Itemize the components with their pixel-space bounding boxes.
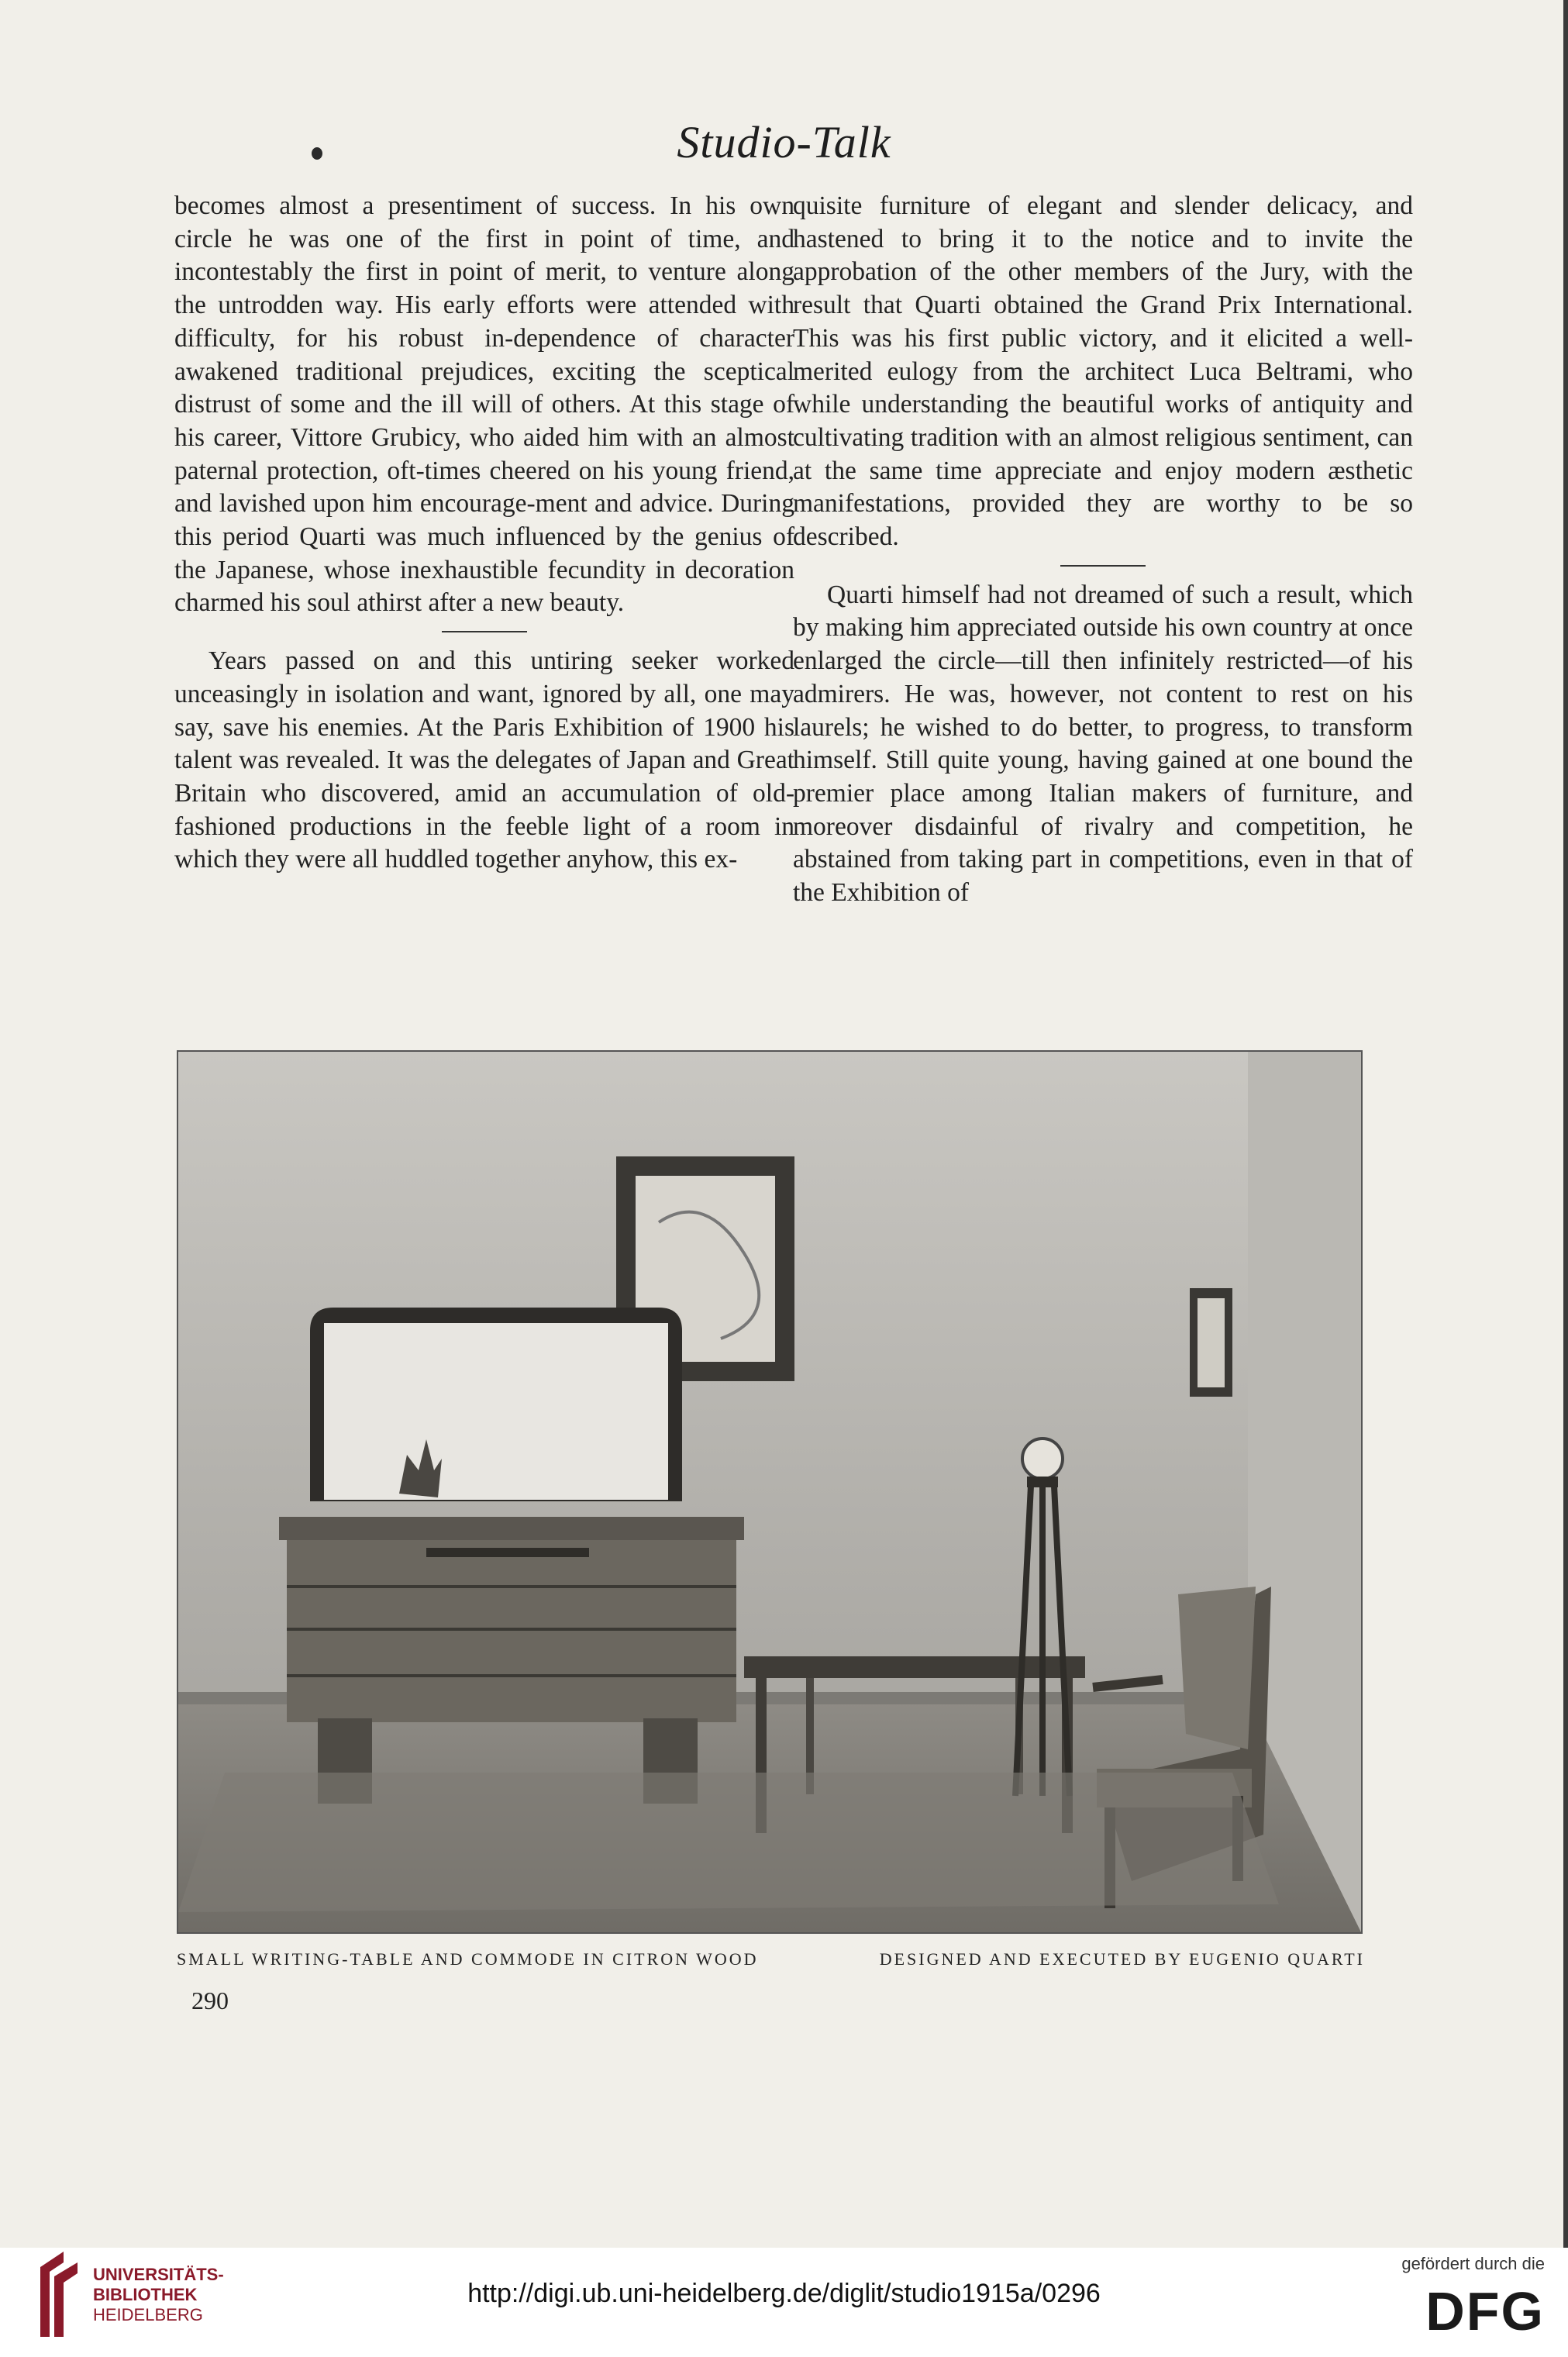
left-paragraph-1: becomes almost a presentiment of success. In his own circle he was one of the first in point of time, and incontestably the first in point of merit, to venture along the untrodden way. His early efforts were attended with difficulty, for his robust in-dependence of character awakened traditional prejudices, exciting the sceptical distrust of some and the ill will of others. At this stage of his career, Vittore Grubicy, who aided him with an almost paternal protection, oft-times cheered on his young friend, and lavished upon him encourage-ment and advice. During this period Quarti was much influenced by the genius of the Japanese, whose inexhaustible fecundity in decoration charmed his soul athirst after a new beauty. bbox=[174, 191, 794, 618]
furniture-photograph bbox=[177, 1050, 1363, 1934]
room-illustration bbox=[178, 1052, 1361, 1932]
page-number: 290 bbox=[191, 1987, 229, 2014]
section-divider bbox=[442, 631, 527, 632]
dfg-logo: DFG bbox=[1425, 2281, 1545, 2341]
left-column bbox=[174, 190, 794, 877]
funding-label: gefördert durch die bbox=[1401, 2254, 1545, 2273]
library-line-2: BIBLIOTHEK bbox=[93, 2285, 198, 2304]
permalink-url[interactable]: http://digi.ub.uni-heidelberg.de/diglit/studio1915a/0296 bbox=[467, 2279, 1101, 2308]
caption-left: SMALL WRITING-TABLE AND COMMODE IN CITRON WOOD bbox=[177, 1949, 759, 1969]
library-line-3: HEIDELBERG bbox=[93, 2305, 203, 2324]
right-paragraph-1: quisite furniture of elegant and slender delicacy, and hastened to bring it to the notice and to invite the approbation of the other members of the Jury, with the result that Quarti obtained the Grand Prix International. This was his first public victory, and it elicited a well-merited eulogy from the architect Luca Beltrami, who while understanding the beautiful works of antiquity and cultivating tradition with an almost religious sentiment, can at the same time appreciate and enjoy modern æsthetic manifestations, provided they are worthy to be so described. bbox=[793, 191, 1413, 552]
right-column bbox=[793, 190, 1413, 910]
section-divider bbox=[1060, 565, 1146, 567]
right-paragraph-2: Quarti himself had not dreamed of such a result, which by making him appreciated outside his own country at once enlarged the circle—till then infinitely restricted—of his admirers. He was, however, not content to rest on his laurels; he wished to do better, to progress, to transform himself. Still quite young, having gained at one bound the premier place among Italian makers of furniture, and moreover disdainful of rivalry and competition, he abstained from taking part in competitions, even in that of the Exhibition of bbox=[793, 580, 1413, 908]
left-paragraph-2: Years passed on and this untiring seeker worked unceasingly in isolation and want, ignored by all, one may say, save his enemies. At the Paris Exhibition of 1900 his talent was revealed. It was the delegates of Japan and Great Britain who discovered, amid an accumulation of old-fashioned productions in the feeble light of a room in which they were all huddled together anyhow, this ex- bbox=[174, 646, 794, 874]
caption-right: DESIGNED AND EXECUTED BY EUGENIO QUARTI bbox=[879, 1949, 1365, 1969]
library-line-1: UNIVERSITÄTS- bbox=[93, 2265, 224, 2284]
running-header: Studio-Talk bbox=[677, 117, 891, 167]
